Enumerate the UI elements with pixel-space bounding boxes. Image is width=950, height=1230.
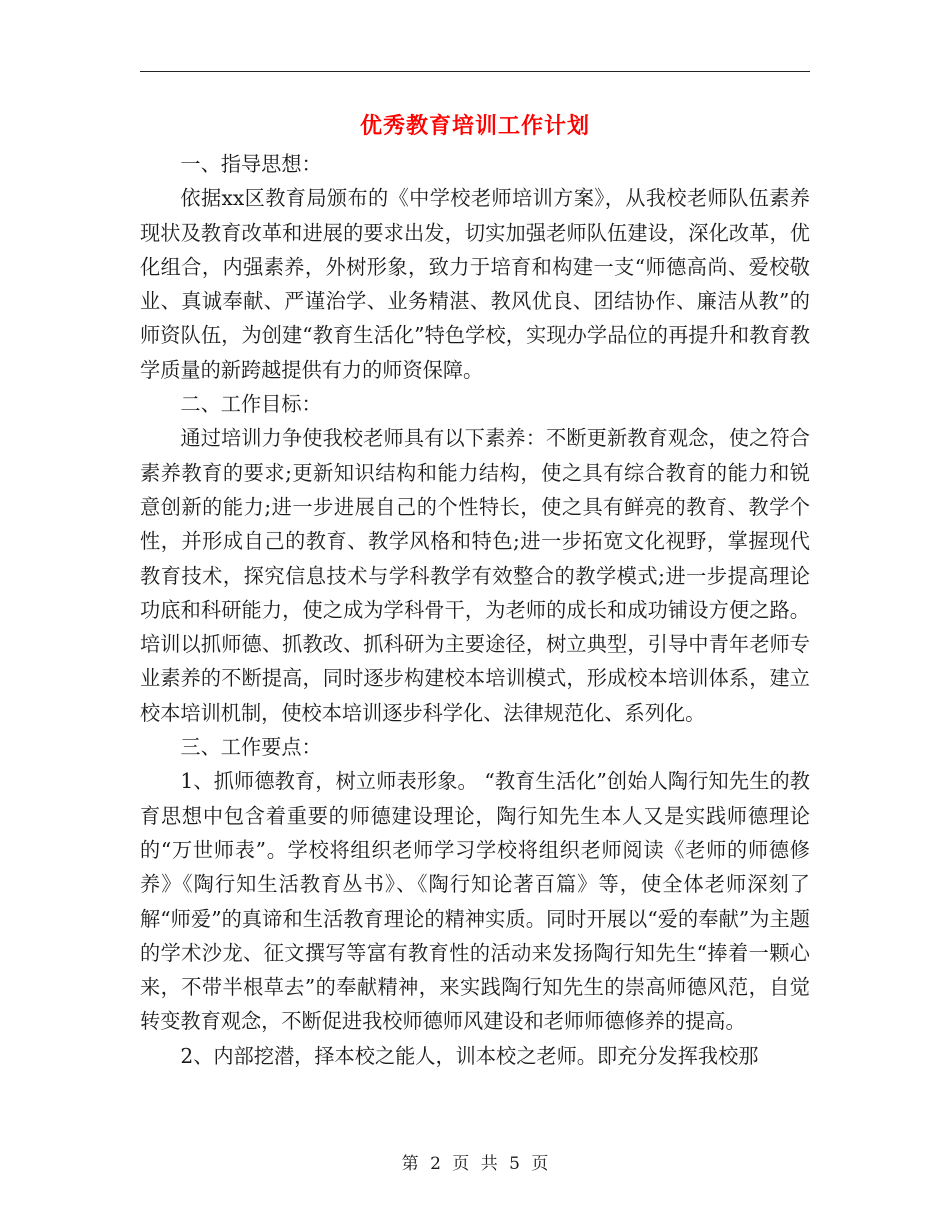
paragraph-point-1: 1、抓师德教育，树立师表形象。 “教育生活化”创始人陶行知先生的教育思想中包含着重要的师德建设理论，陶行知先生本人又是实践师德理论的“万世师表”。学校将组织老师学习学校将组织老师阅读《老师的师德修养》《陶行知生活教育丛书》、《陶行知论著百篇》等，使全体老师深刻了解“师爱”的真谛和生活教育理论的精神实质。同时开展以“爱的奉献”为主题的学术沙龙、征文撰写等富有教育性的活动来发扬陶行知先生“捧着一颗心来，不带半根草去”的奉献精神，来实践陶行知先生的崇高师德风范，自觉转变教育观念，不断促进我校师德师风建设和老师师德修养的提高。: [140, 769, 810, 1034]
paragraph-work-goals: 通过培训力争使我校老师具有以下素养：不断更新教育观念，使之符合素养教育的要求;更新知识结构和能力结构，使之具有综合教育的能力和锐意创新的能力;进一步进展自己的个性特长，使之具有鲜亮的教育、教学个性，并形成自己的教育、教学风格和特色;进一步拓宽文化视野，掌握现代教育技术，探究信息技术与学科教学有效整合的教学模式;进一步提高理论功底和科研能力，使之成为学科骨干，为老师的成长和成功铺设方便之路。培训以抓师德、抓教改、抓科研为主要途径，树立典型，引导中青年老师专业素养的不断提高，同时逐步构建校本培训模式，形成校本培训体系，建立校本培训机制，使校本培训逐步科学化、法律规范化、系列化。: [140, 426, 810, 725]
document-title: 优秀教育培训工作计划: [359, 113, 590, 139]
heading-work-points: 三、工作要点：: [180, 735, 322, 760]
page-footer: 第 2 页 共 5 页: [401, 1154, 549, 1174]
paragraph-guiding-ideology: 依据xx区教育局颁布的《中学校老师培训方案》，从我校老师队伍素养现状及教育改革和进展的要求出发，切实加强老师队伍建设，深化改革，优化组合，内强素养，外树形象，致力于培育和构建一支“师德高尚、爱校敬业、真诚奉献、严谨治学、业务精湛、教风优良、团结协作、廉洁从教”的师资队伍，为创建“教育生活化”特色学校，实现办学品位的再提升和教育教学质量的新跨越提供有力的师资保障。: [140, 186, 810, 382]
header-rule: [140, 71, 810, 72]
paragraph-point-2: 2、内部挖潜，择本校之能人，训本校之老师。即充分发挥我校那: [180, 1043, 759, 1068]
document-body: [140, 147, 810, 1073]
heading-work-goals: 二、工作目标：: [180, 392, 322, 417]
heading-guiding-ideology: 一、指导思想：: [180, 152, 322, 176]
